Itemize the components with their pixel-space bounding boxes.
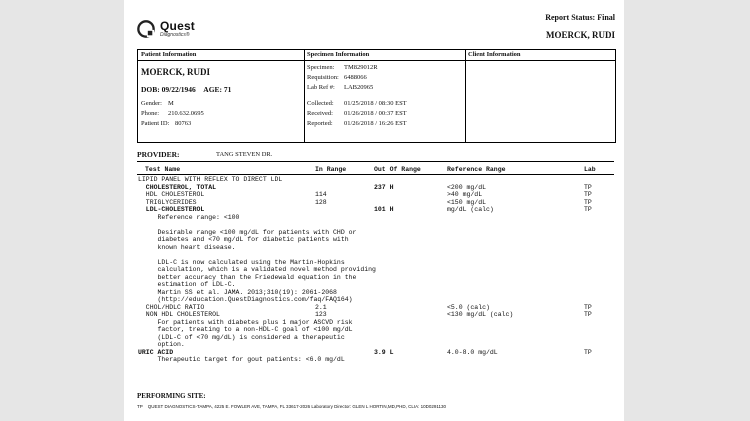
row-4-out: 101 H bbox=[374, 206, 394, 213]
row-18-name: NON HDL CHOLESTEROL bbox=[138, 311, 220, 318]
row-0-name: LIPID PANEL WITH REFLEX TO DIRECT LDL bbox=[138, 176, 283, 183]
row-24-name: Therapeutic target for gout patients: <6.0 mg/dL bbox=[138, 356, 345, 363]
patient-id: Patient ID: 80763 bbox=[141, 120, 192, 127]
patient-info-heading: Patient Information bbox=[138, 50, 304, 61]
row-17-inr: 2.1 bbox=[315, 303, 327, 311]
row-3-inr: 128 bbox=[315, 198, 327, 206]
patient-phone: Phone: 210.632.0695 bbox=[141, 110, 204, 117]
specimen-info-heading: Specimen Information bbox=[304, 50, 465, 61]
row-18-lab: TP bbox=[584, 311, 592, 318]
row-2-ref: >40 mg/dL bbox=[447, 191, 483, 198]
client-info-box bbox=[465, 50, 615, 142]
col-header-in-range: In Range bbox=[315, 166, 347, 173]
row-14-name: estimation of LDL-C. bbox=[138, 281, 236, 288]
row-23-ref: 4.0-8.0 mg/dL bbox=[447, 348, 498, 356]
row-1-lab: TP bbox=[584, 183, 592, 191]
row-15-name: Martin SS et al. JAMA. 2013;310(19): 2061-2068 bbox=[138, 288, 337, 296]
info-boxes bbox=[137, 49, 616, 143]
logo-subtitle: Diagnostics® bbox=[160, 32, 190, 38]
col-header-reference: Reference Range bbox=[447, 166, 506, 173]
logo-name: Quest bbox=[160, 19, 196, 33]
row-4-lab: TP bbox=[584, 206, 592, 213]
report-page bbox=[124, 0, 624, 421]
row-4-ref: mg/dL (calc) bbox=[447, 206, 494, 213]
row-4-name: LDL-CHOLESTEROL bbox=[138, 206, 205, 213]
row-18-ref: <130 mg/dL (calc) bbox=[447, 311, 514, 318]
row-20-name: factor, treating to a non-HDL-C goal of <100 mg/dL bbox=[138, 326, 353, 333]
col-header-out-range: Out Of Range bbox=[374, 166, 421, 173]
row-23-lab: TP bbox=[584, 348, 592, 356]
row-17-name: CHOL/HDLC RATIO bbox=[138, 303, 205, 311]
patient-info-box bbox=[138, 50, 305, 142]
lab-ref: Lab Ref #: LAB20965 bbox=[307, 84, 374, 91]
row-17-lab: TP bbox=[584, 303, 592, 311]
provider-label: PROVIDER: bbox=[137, 150, 180, 159]
patient-name: MOERCK, RUDI bbox=[141, 67, 210, 77]
row-3-ref: <150 mg/dL bbox=[447, 198, 487, 206]
specimen-info-box bbox=[304, 50, 466, 142]
quest-logo-icon bbox=[137, 20, 155, 38]
reported: Reported: 01/26/2018 / 16:26 EST bbox=[307, 120, 407, 127]
row-13-name: better accuracy than the Friedewald equation in the bbox=[138, 273, 357, 281]
performing-site-heading: PERFORMING SITE: bbox=[137, 392, 206, 400]
row-18-inr: 123 bbox=[315, 311, 327, 318]
row-2-lab: TP bbox=[584, 191, 592, 198]
patient-gender: Gender: M bbox=[141, 100, 174, 107]
divider bbox=[137, 161, 614, 162]
row-22-name: option. bbox=[138, 341, 185, 348]
received: Received: 01/26/2018 / 00:37 EST bbox=[307, 110, 407, 117]
row-9-name: known heart disease. bbox=[138, 243, 236, 251]
row-16-name: (http://education.QuestDiagnostics.com/faq/FAQ164) bbox=[138, 296, 353, 303]
row-1-name: CHOLESTEROL, TOTAL bbox=[138, 183, 217, 191]
table-divider bbox=[137, 174, 614, 175]
row-1-out: 237 H bbox=[374, 183, 394, 191]
row-21-name: (LDL-C of <70 mg/dL) is considered a therapeutic bbox=[138, 333, 345, 341]
col-header-test: Test Name bbox=[145, 166, 181, 173]
row-11-name: LDL-C is now calculated using the Martin-Hopkins bbox=[138, 258, 345, 266]
row-1-ref: <200 mg/dL bbox=[447, 183, 487, 191]
col-header-lab: Lab bbox=[584, 166, 596, 173]
row-2-inr: 114 bbox=[315, 191, 327, 198]
row-3-name: TRIGLYCERIDES bbox=[138, 198, 197, 206]
row-17-ref: <5.0 (calc) bbox=[447, 303, 490, 311]
row-23-out: 3.9 L bbox=[374, 348, 394, 356]
report-status: Report Status: Final bbox=[545, 13, 615, 22]
row-3-lab: TP bbox=[584, 198, 592, 206]
row-2-name: HDL CHOLESTEROL bbox=[138, 191, 205, 198]
header-patient-name: MOERCK, RUDI bbox=[546, 30, 615, 40]
patient-dob: DOB: 09/22/1946 AGE: 71 bbox=[141, 85, 232, 94]
provider-name: TANG STEVEN DR. bbox=[216, 151, 273, 158]
client-info-heading: Client Information bbox=[465, 50, 615, 61]
performing-site-detail: TP QUEST DIAGNOSTICS-TAMPA, 4225 E. FOWLER AVE, TAMPA, FL 33617-2026 Laboratory Director: GLEN L HORTIN,MD,PHD, CLIA: 10D0291130 bbox=[137, 404, 447, 409]
row-23-name: URIC ACID bbox=[138, 348, 174, 356]
row-19-name: For patients with diabetes plus 1 major ASCVD risk bbox=[138, 318, 353, 326]
row-12-name: calculation, which is a validated novel method providing bbox=[138, 266, 376, 273]
requisition: Requisition: 6488066 bbox=[307, 74, 367, 81]
row-8-name: diabetes and <70 mg/dL for diabetic patients with bbox=[138, 236, 349, 243]
row-7-name: Desirable range <100 mg/dL for patients with CHD or bbox=[138, 228, 357, 236]
specimen-id: Specimen: TM829012R bbox=[307, 64, 378, 71]
row-5-name: Reference range: <100 bbox=[138, 213, 240, 221]
collected: Collected: 01/25/2018 / 08:30 EST bbox=[307, 100, 407, 107]
